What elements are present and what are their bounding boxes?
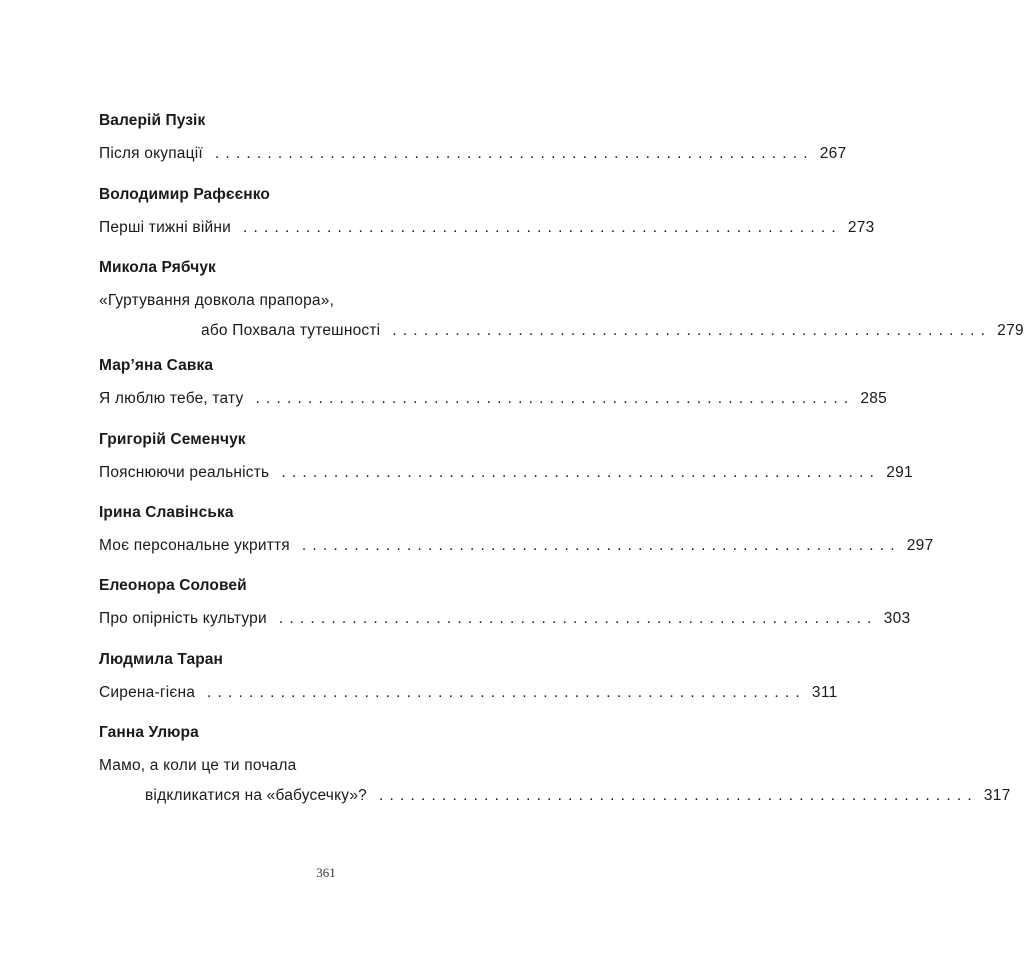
toc-entry — [99, 430, 913, 483]
essay-title: Я люблю тебе, тату — [99, 390, 244, 407]
page-ref: 291 — [886, 464, 913, 481]
essay-title: Пояснюючи реальність — [99, 464, 270, 481]
toc-entry — [99, 503, 934, 556]
essay-title: Мамо, а коли це ти почала — [99, 757, 297, 774]
author-name: Ганна Улюра — [99, 724, 199, 741]
toc-entry — [99, 650, 838, 703]
page-ref: 267 — [819, 145, 847, 162]
dot-leader: ......................................................... — [214, 145, 814, 162]
author-name: Володимир Рафєєнко — [99, 186, 270, 203]
author-name: Елеонора Соловей — [99, 577, 247, 594]
author-name: Григорій Семенчук — [99, 431, 246, 448]
dot-leader: ......................................................... — [207, 684, 806, 701]
toc-entry — [99, 185, 875, 238]
page-ref: 297 — [906, 537, 934, 554]
toc-line — [99, 321, 1024, 341]
author-name: Мар’яна Савка — [99, 357, 214, 374]
page-ref: 311 — [811, 684, 838, 701]
essay-title: Після окупації — [99, 145, 203, 162]
author-name: Микола Рябчук — [99, 259, 216, 276]
toc-line — [99, 144, 847, 164]
toc-entry — [99, 576, 911, 629]
toc-line — [99, 786, 1011, 806]
toc-line — [99, 609, 911, 629]
dot-leader: ......................................................... — [242, 219, 842, 236]
essay-title: або Похвала тутешності — [201, 322, 381, 339]
page-ref: 279 — [997, 322, 1024, 339]
page-number: 361 — [316, 865, 336, 880]
dot-leader: ......................................................... — [392, 322, 992, 339]
toc-entry — [99, 723, 1011, 806]
essay-title: Про опірність культури — [99, 610, 267, 627]
toc-entry — [99, 258, 1024, 341]
toc-line — [99, 536, 934, 556]
essay-title: Моє персональне укриття — [99, 537, 290, 554]
dot-leader: ......................................................... — [281, 464, 881, 481]
author-name: Валерій Пузік — [99, 112, 206, 129]
essay-title: «Гуртування довкола прапора», — [99, 292, 335, 309]
toc-entry — [99, 111, 847, 164]
toc-line — [99, 756, 549, 776]
dot-leader: ......................................................... — [379, 787, 978, 804]
page-ref: 285 — [860, 390, 888, 407]
toc-line — [99, 291, 549, 311]
page-ref: 273 — [847, 219, 875, 236]
toc-line — [99, 683, 838, 703]
toc-line — [99, 389, 888, 409]
dot-leader: ......................................................... — [255, 390, 855, 407]
toc-entry — [99, 356, 888, 409]
dot-leader: ......................................................... — [301, 537, 901, 554]
dot-leader: ......................................................... — [278, 610, 878, 627]
author-name: Ірина Славінська — [99, 504, 234, 521]
essay-title: Сирена-гієна — [99, 684, 196, 701]
toc-line — [99, 218, 875, 238]
page-ref: 317 — [983, 787, 1011, 804]
toc-line — [99, 463, 913, 483]
author-name: Людмила Таран — [99, 651, 223, 668]
essay-title: відкликатися на «бабусечку»? — [145, 787, 368, 804]
page-ref: 303 — [883, 610, 911, 627]
essay-title: Перші тижні війни — [99, 219, 231, 236]
